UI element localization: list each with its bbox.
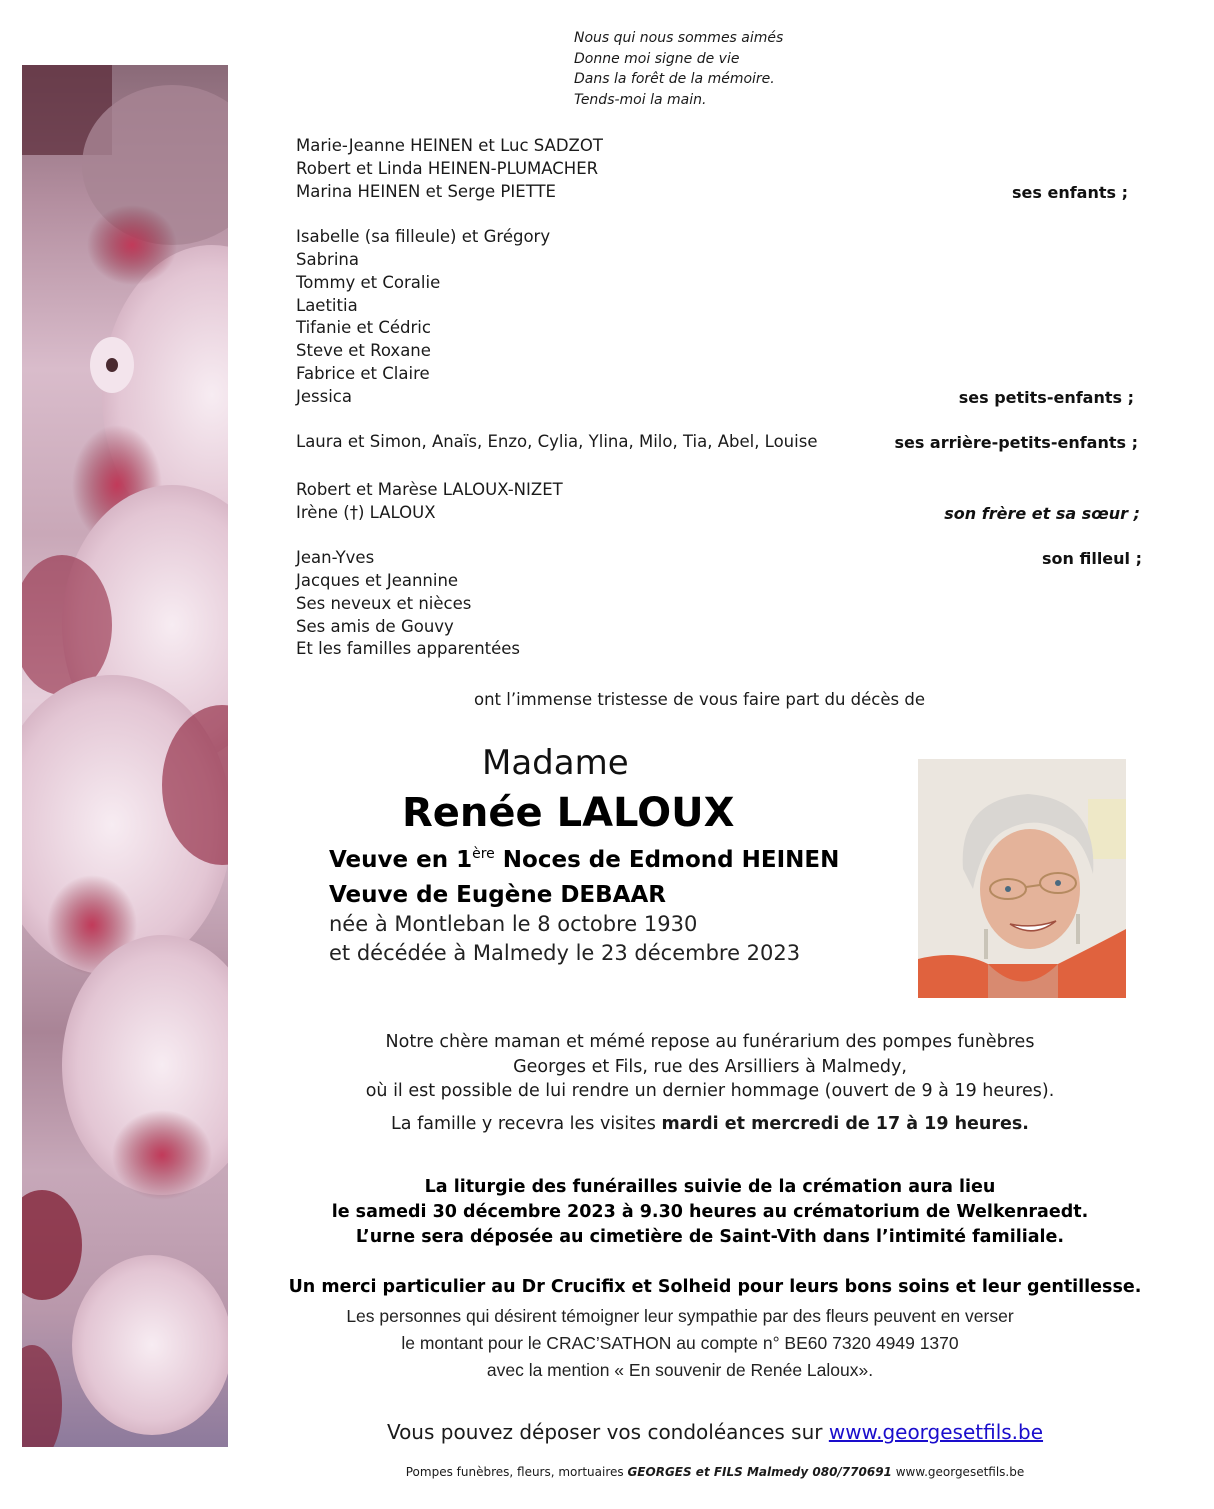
thanks-line: Un merci particulier au Dr Crucifix et Solheid pour leurs bons soins et leur gentillesse. [288,1277,1142,1297]
widow1-suffix: Noces de Edmond HEINEN [494,847,840,873]
visits-line [270,1114,1150,1134]
relation-grandchildren: ses petits-enfants ; [958,388,1134,407]
flowers-line: le montant pour le CRAC’SATHON au compte n° BE60 7320 4949 1370 [401,1333,959,1353]
widow-first-marriage [329,846,839,873]
family-name: Robert et Linda HEINEN-PLUMACHER [296,159,599,178]
liturgy-paragraph [270,1175,1150,1250]
relation-great-grandchildren: ses arrière-petits-enfants ; [894,433,1138,452]
family-name: Ses amis de Gouvy [296,617,454,636]
relation-children: ses enfants ; [1012,183,1128,202]
widow1-sup: ère [472,846,495,862]
repose-paragraph [270,1030,1150,1104]
visits-times: mardi et mercredi de 17 à 19 heures. [661,1114,1029,1134]
deceased-name: Renée LALOUX [402,790,735,836]
repose-line: où il est possible de lui rendre un dernier hommage (ouvert de 9 à 19 heures). [365,1081,1055,1101]
family-name: Jean-Yves [296,548,375,567]
family-name: Tifanie et Cédric [296,318,431,337]
relation-siblings: son frère et sa sœur ; [944,504,1140,523]
liturgy-line: le samedi 30 décembre 2023 à 9.30 heures au crématorium de Welkenraedt. [331,1202,1089,1222]
visits-prefix: La famille y recevra les visites [391,1114,662,1134]
repose-line: Georges et Fils, rue des Arsilliers à Malmedy, [513,1056,907,1077]
repose-line: Notre chère maman et mémé repose au funérarium des pompes funèbres [385,1032,1035,1052]
liturgy-line: La liturgie des funérailles suivie de la crémation aura lieu [424,1177,996,1197]
family-name: Et les familles apparentées [296,639,521,658]
flower-image [22,65,228,1447]
portrait-illustration [918,759,1126,998]
widow-second-marriage: Veuve de Eugène DEBAAR [329,882,666,908]
footer [280,1465,1150,1479]
poem [574,28,783,110]
blossom-illustration [22,65,228,1447]
family-name: Ses neveux et nièces [296,594,472,613]
condolences-link[interactable]: www.georgesetfils.be [828,1420,1044,1444]
announcement: ont l’immense tristesse de vous faire part du décès de [474,690,925,709]
family-name: Marie-Jeanne HEINEN et Luc SADZOT [296,136,603,155]
condolences-line [280,1420,1150,1444]
family-name: Laura et Simon, Anaïs, Enzo, Cylia, Ylina, Milo, Tia, Abel, Louise [296,432,818,451]
family-name: Isabelle (sa filleule) et Grégory [296,227,551,246]
death-line: et décédée à Malmedy le 23 décembre 2023 [329,941,801,965]
family-name: Irène (†) LALOUX [296,503,436,522]
family-name: Laetitia [296,296,358,315]
family-name: Jacques et Jeannine [296,571,459,590]
poem-line: Tends-moi la main. [574,91,707,108]
poem-line: Donne moi signe de vie [574,50,740,67]
family-name: Tommy et Coralie [296,273,441,292]
family-name: Steve et Roxane [296,341,431,360]
flowers-paragraph [270,1303,1090,1384]
family-name: Robert et Marèse LALOUX-NIZET [296,480,563,499]
birth-line: née à Montleban le 8 octobre 1930 [329,912,698,936]
flowers-line: avec la mention « En souvenir de Renée Laloux». [486,1360,874,1380]
condolences-prefix: Vous pouvez déposer vos condoléances sur [386,1420,829,1444]
family-name: Sabrina [296,250,359,269]
poem-line: Dans la forêt de la mémoire. [574,71,775,87]
liturgy-line: L’urne sera déposée au cimetière de Saint-Vith dans l’intimité familiale. [355,1227,1065,1247]
footer-company: GEORGES et FILS Malmedy 080/770691 [627,1465,892,1479]
footer-website: www.georgesetfils.be [891,1465,1025,1479]
footer-prefix: Pompes funèbres, fleurs, mortuaires [405,1465,628,1479]
flowers-line: Les personnes qui désirent témoigner leur sympathie par des fleurs peuvent en verser [346,1306,1014,1326]
portrait-photo [918,759,1126,998]
family-name: Fabrice et Claire [296,364,430,383]
relation-godson: son filleul ; [1042,549,1142,568]
deceased-title: Madame [482,743,629,783]
family-name: Jessica [296,387,352,406]
poem-line: Nous qui nous sommes aimés [574,30,784,46]
widow1-prefix: Veuve en 1 [329,847,473,873]
family-name: Marina HEINEN et Serge PIETTE [296,182,556,201]
